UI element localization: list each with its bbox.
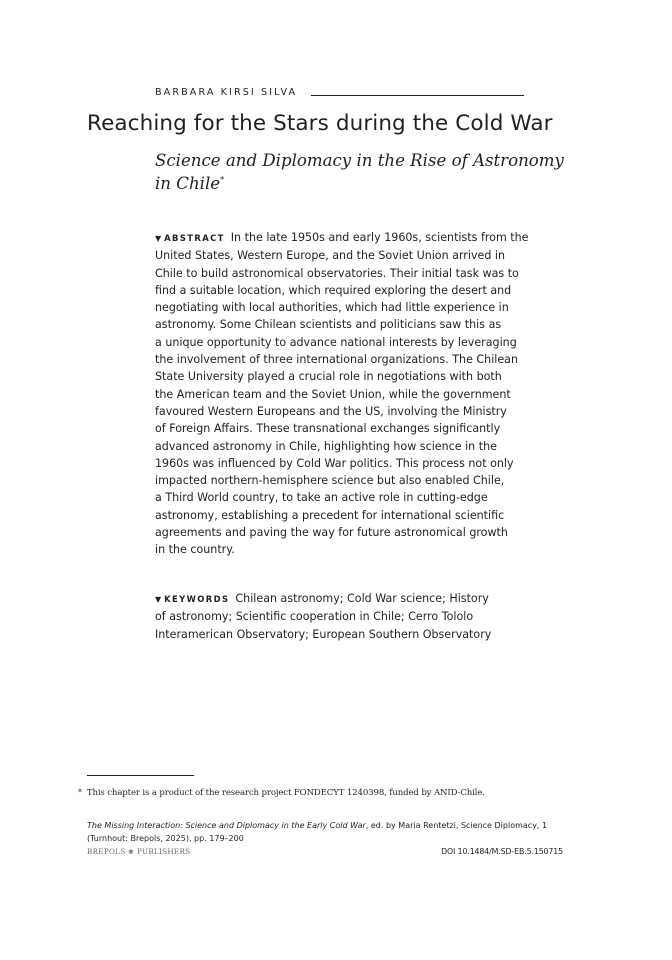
abstract-line: impacted northern-hemisphere science but also enabled Chile,	[155, 474, 505, 488]
abstract-line: State University played a crucial role in negotiations with both	[155, 370, 502, 384]
abstract-line: a Third World country, to take an active role in cutting-edge	[155, 491, 488, 505]
keywords-line: of astronomy; Scientific cooperation in Chile; Cerro Tololo	[155, 610, 474, 624]
chapter-title: Reaching for the Stars during the Cold War	[87, 111, 553, 136]
abstract-line: negotiating with local authorities, which had little experience in	[155, 301, 509, 315]
abstract-line: Chile to build astronomical observatories. Their initial task was to	[155, 266, 519, 280]
book-citation	[87, 820, 567, 845]
abstract-line: astronomy, establishing a precedent for international scientific	[155, 508, 505, 522]
abstract-line: find a suitable location, which required exploring the desert and	[155, 283, 512, 297]
citation-line	[87, 820, 567, 833]
abstract-line: United States, Western Europe, and the Soviet Union arrived in	[155, 249, 506, 263]
subtitle-line	[155, 173, 525, 196]
abstract-line: 1960s was influenced by Cold War politics. This process not only	[155, 456, 514, 470]
abstract-line: agreements and paving the way for future astronomical growth	[155, 526, 508, 540]
triangle-down-icon: ▼	[155, 595, 162, 604]
author-rule-divider	[311, 95, 524, 96]
abstract-line: the involvement of three international organizations. The Chilean	[155, 353, 519, 367]
footnote-reference[interactable]: *	[220, 174, 225, 184]
abstract-line-text: In the late 1950s and early 1960s, scientists from the	[230, 231, 529, 244]
abstract-line: a unique opportunity to advance national interests by leveraging	[155, 335, 517, 349]
footnote-rule-divider	[87, 775, 194, 776]
subtitle-line-text: in Chile	[155, 173, 221, 193]
triangle-down-icon: ▼	[155, 234, 162, 243]
abstract-label: ABSTRACT	[164, 233, 225, 243]
keywords-label: KEYWORDS	[164, 594, 230, 604]
footnote	[78, 787, 485, 799]
keywords-line: Interamerican Observatory; European Southern Observatory	[155, 627, 492, 641]
author-name: BARBARA KIRSI SILVA	[155, 87, 298, 98]
footnote-mark: *	[78, 788, 82, 797]
abstract-line: advanced astronomy in Chile, highlighting how science in the	[155, 439, 497, 453]
keywords-section	[155, 590, 535, 643]
abstract-section	[155, 229, 535, 559]
abstract-line: the American team and the Soviet Union, while the government	[155, 387, 511, 401]
abstract-line	[155, 229, 535, 247]
footnote-text: This chapter is a product of the research project FONDECYT 1240398, funded by ANID-Chile.	[86, 788, 485, 798]
subtitle-line: Science and Diplomacy in the Rise of Astronomy	[155, 151, 564, 170]
keywords-line-text: Chilean astronomy; Cold War science; History	[235, 592, 489, 605]
keywords-line	[155, 590, 535, 608]
abstract-line: astronomy. Some Chilean scientists and politicians saw this as	[155, 318, 502, 332]
abstract-line: of Foreign Affairs. These transnational exchanges significantly	[155, 422, 501, 436]
book-title: The Missing Interaction: Science and Diplomacy in the Early Cold War	[87, 821, 366, 830]
abstract-line: favoured Western Europeans and the US, involving the Ministry	[155, 404, 507, 418]
abstract-line: in the country.	[155, 543, 235, 557]
publisher-logo: BREPOLS ❀ PUBLISHERS	[87, 847, 191, 856]
citation-details: , ed. by Maria Rentetzi, Science Diplomacy, 1	[365, 821, 548, 830]
doi-link[interactable]: DOI 10.1484/M.SD-EB.5.150715	[441, 847, 563, 856]
citation-line: (Turnhout: Brepols, 2025), pp. 179–200	[87, 833, 244, 843]
chapter-subtitle	[155, 150, 564, 195]
